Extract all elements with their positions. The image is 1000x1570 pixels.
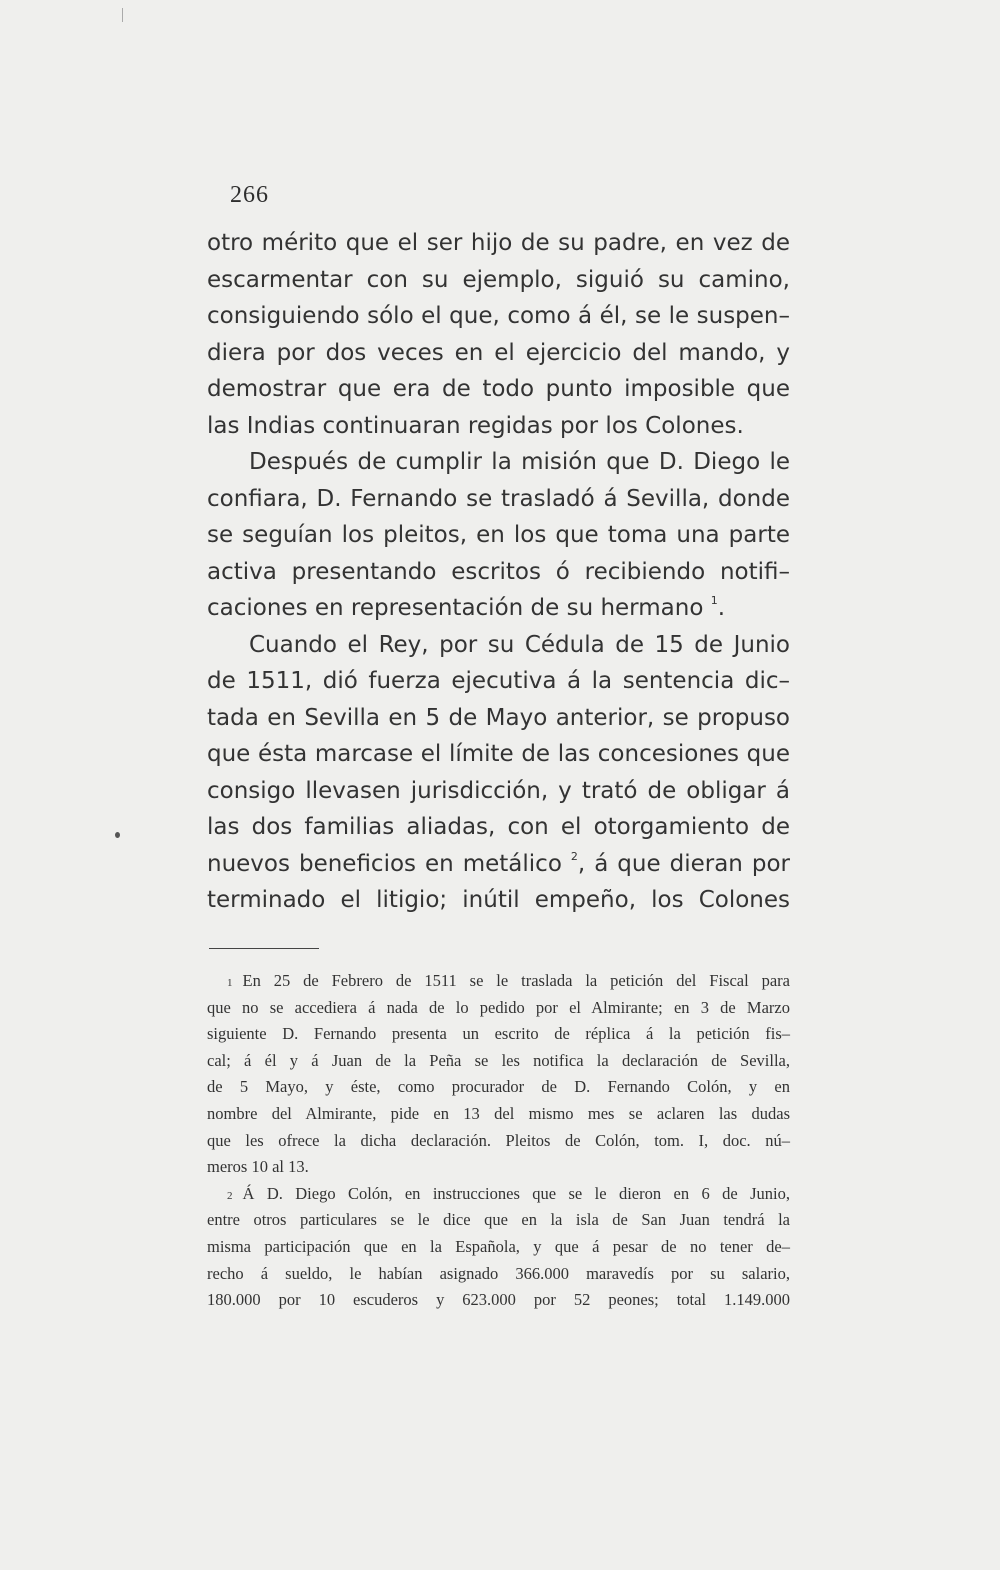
footnote-1-first-line [207, 968, 790, 995]
paragraph-start-line: Cuando el Rey, por su Cédula de 15 de Junio [249, 631, 790, 658]
footnote-line: que no se accediera á nada de lo pedido por el Almirante; en 3 de Marzo [207, 997, 790, 1017]
paper-speck [115, 832, 120, 838]
footnote-line: Á D. Diego Colón, en instrucciones que se le dieron en 6 de Junio, [242, 1183, 790, 1203]
body-line: confiara, D. Fernando se trasladó á Sevilla, donde [207, 485, 790, 512]
body-line: que ésta marcase el límite de las concesiones que [207, 741, 790, 767]
paper-speck [122, 8, 123, 22]
ref-trailing-text: , á que dieran por [577, 850, 791, 877]
body-text [207, 225, 790, 919]
footnote-divider [209, 948, 319, 949]
body-line: las dos familias aliadas, con el otorgamiento de [207, 814, 790, 840]
ref-trailing-text: . [717, 595, 726, 621]
page-number: 266 [230, 182, 269, 208]
body-line-with-ref [207, 590, 790, 627]
footnote-line: cal; á él y á Juan de la Peña se les notifica la declaración de Sevilla, [207, 1050, 790, 1070]
body-line: terminado el litigio; inútil empeño, los Colones [207, 887, 790, 913]
footnote-line: En 25 de Febrero de 1511 se le traslada la petición del Fiscal para [242, 971, 790, 990]
body-line: diera por dos veces en el ejercicio del mando, y [207, 339, 790, 366]
footnote-line: nombre del Almirante, pide en 13 del mismo mes se aclaren las dudas [207, 1103, 790, 1123]
body-line: activa presentando escritos ó recibiendo notifi– [207, 558, 790, 585]
body-line: otro mérito que el ser hijo de su padre, en vez de [207, 230, 790, 256]
footnote-line: siguiente D. Fernando presenta un escrito de réplica á la petición fis– [207, 1024, 790, 1044]
body-line-with-ref [207, 846, 790, 883]
body-line: de 1511, dió fuerza ejecutiva á la sentencia dic– [207, 668, 790, 694]
footnote-line: de 5 Mayo, y éste, como procurador de D. Fernando Colón, y en [207, 1077, 790, 1097]
body-line: consigo llevasen jurisdicción, y trató de obligar á [207, 777, 790, 804]
footnote-ref-2: 2 [570, 849, 578, 863]
footnote-line: entre otros particulares se le dice que en la isla de San Juan tendrá la [207, 1210, 790, 1230]
footnote-marker-2: 2 [227, 1189, 233, 1202]
body-line-text: caciones en representación de su hermano [207, 595, 704, 621]
body-line: consiguiendo sólo el que, como á él, se le suspen– [207, 303, 790, 329]
footnote-line: recho á sueldo, le habían asignado 366.000 maravedís por su salario, [207, 1263, 790, 1283]
footnote-ref-1: 1 [710, 594, 718, 607]
footnotes [207, 968, 790, 1314]
body-line: las Indias continuaran regidas por los Colones. [207, 412, 744, 439]
footnote-line: misma participación que en la Española, y que á pesar de no tener de– [207, 1236, 790, 1256]
footnote-marker-1: 1 [227, 977, 233, 989]
body-line: demostrar que era de todo punto imposible que [207, 376, 790, 402]
footnote-line: que les ofrece la dicha declaración. Pleitos de Colón, tom. I, doc. nú– [207, 1130, 790, 1150]
body-line: escarmentar con su ejemplo, siguió su camino, [207, 266, 790, 293]
footnote-line: meros 10 al 13. [207, 1157, 309, 1177]
paragraph-start-line: Después de cumplir la misión que D. Diego le [249, 449, 790, 475]
footnote-line: 180.000 por 10 escuderos y 623.000 por 52 peones; total 1.149.000 [207, 1290, 790, 1310]
body-line-text: nuevos beneficios en metálico [207, 850, 562, 877]
body-line: tada en Sevilla en 5 de Mayo anterior, se propuso [207, 704, 790, 731]
footnote-2-first-line [207, 1181, 790, 1208]
body-line: se seguían los pleitos, en los que toma una parte [207, 522, 790, 548]
